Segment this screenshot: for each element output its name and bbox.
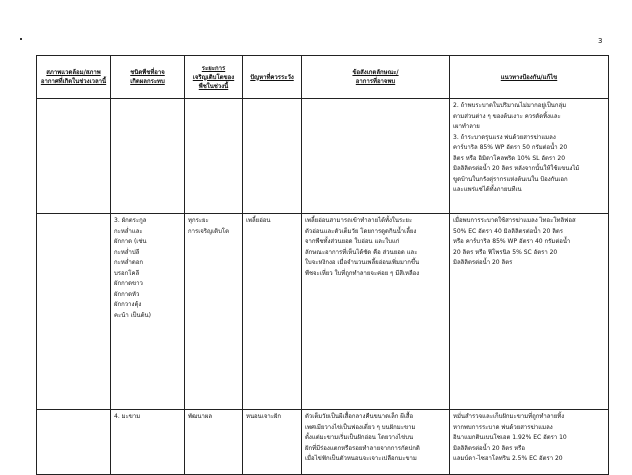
cell-stage xyxy=(185,99,243,214)
cell-crop: 4. มะขาม xyxy=(111,410,185,475)
header-growth-stage: ระยะการ เจริญเติบโตของ พืชในช่วงนี้ xyxy=(185,56,243,99)
table-row xyxy=(37,214,609,410)
cell-measures: หมั่นสำรวจและเก็บฝักมะขามที่ถูกทำลายทิ้ง หากพบการระบาด พ่นด้วยสารฆ่าแมลง อินาแมกตินเบนโซเอต 1.92% EC อัตรา 10 มิลลิลิตรต่อน้ำ 20 ลิตร หรือ แลมบ์ดา-ไซฮาโลทริน 2.5% EC อัตรา 20 xyxy=(450,410,609,475)
scan-mark xyxy=(20,38,22,40)
header-crop: ชนิดพืชที่อาจ เกิดผลกระทบ xyxy=(111,56,185,99)
cell-symptoms: เพลี้ยอ่อนสามารถเข้าทำลายได้ทั้งในระยะ ตัวอ่อนและตัวเต็มวัย โดยการดูดกินน้ำเลี้ยง จากพืชทั้งส่วนยอด ใบอ่อน และใบแก่ ลักษณะอาการที่เห็นได้ชัด คือ ส่วนยอด และ ใบจะหงิกงอ เมื่อจำนวนเพลี้ยอ่อนเพิ่มมากขึ้น พืชจะเหี่ยว ใบที่ถูกทำลายจะค่อย ๆ มีสีเหลือง xyxy=(302,214,450,410)
cell-environment xyxy=(37,214,111,410)
header-row xyxy=(37,56,609,99)
cell-symptoms: ตัวเต็มวัยเป็นผีเสื้อกลางคืนขนาดเล็ก ผีเสื้อ เพศเมียวางไข่เป็นฟองเดี่ยว ๆ บนฝักมะขาม ตั้งแต่มะขามเริ่มเป็นฝักอ่อน โดยวางไข่บน ฝักที่มีร่องแตกหรือรอยทำลายจากการกัดปกติ เมื่อไข่ฟักเป็นตัวหนอนจะเจาะเปลือกมะขาม xyxy=(302,410,450,475)
cell-measures: เมื่อพบการระบาดใช้สารฆ่าแมลง ไทอะโทลิฟอส 50% EC อัตรา 40 มิลลิลิตรต่อน้ำ 20 ลิตร หรือ คาร์บาริล 85% WP อัตรา 40 กรัมต่อน้ำ 20 ลิตร หรือ ฟิโพรนิล 5% SC อัตรา 20 มิลลิลิตรต่อน้ำ 20 ลิตร xyxy=(450,214,609,410)
cell-stage: พัฒนาผล xyxy=(185,410,243,475)
advisory-table xyxy=(36,55,609,475)
header-symptoms: ข้อสังเกตลักษณะ/ อาการที่อาจพบ xyxy=(302,56,450,99)
cell-measures: 2. ถ้าพบระบาดในปริมาณไม่มากอยู่เป็นกลุ่ม ตามส่วนต่าง ๆ ของต้นเงาะ ควรตัดทิ้งและ เผาทำลาย 3. ถ้าระบาดรุนแรง พ่นด้วยสารฆ่าแมลง คาร์บาริล 85% WP อัตรา 50 กรัมต่อน้ำ 20 ลิตร หรือ อิมิดาโคลพริด 10% SL อัตรา 20 มิลลิลิตรต่อน้ำ 20 ลิตร หลังจากนั้นให้ใช้แขนงไม้ ขูดบ้านในกรังตุ่รากรแห่งต้นเนใน ป้องกันเอก และแพร่แช่ได้ทั้งภายนทีเน xyxy=(450,99,609,214)
cell-problem: เพลี้ยอ่อน xyxy=(243,214,302,410)
cell-crop: 3. ผักตระกูล กะหล่ำและ ผักกาด (เช่น กะหล่ำปลี กะหล่ำดอก บรอกโคลี ผักกาดขาว ผักกาดหัว ผักกวางตุ้ง คะน้า เป็นต้น) xyxy=(111,214,185,410)
cell-environment xyxy=(37,410,111,475)
cell-problem xyxy=(243,99,302,214)
cell-crop xyxy=(111,99,185,214)
cell-problem: หนอนเจาะฝัก xyxy=(243,410,302,475)
table-row xyxy=(37,410,609,475)
header-problem: ปัญหาที่ควรระวัง xyxy=(243,56,302,99)
cell-symptoms xyxy=(302,99,450,214)
page-number: 3 xyxy=(598,37,603,45)
header-measures: แนวทางป้องกัน/แก้ไข xyxy=(450,56,609,99)
cell-stage: ทุกระยะ การเจริญเติบโต xyxy=(185,214,243,410)
cell-environment xyxy=(37,99,111,214)
table-row xyxy=(37,99,609,214)
header-environment: สภาพแวดล้อม/สภาพ อากาศที่เกิดในช่วงเวลานี้ xyxy=(37,56,111,99)
